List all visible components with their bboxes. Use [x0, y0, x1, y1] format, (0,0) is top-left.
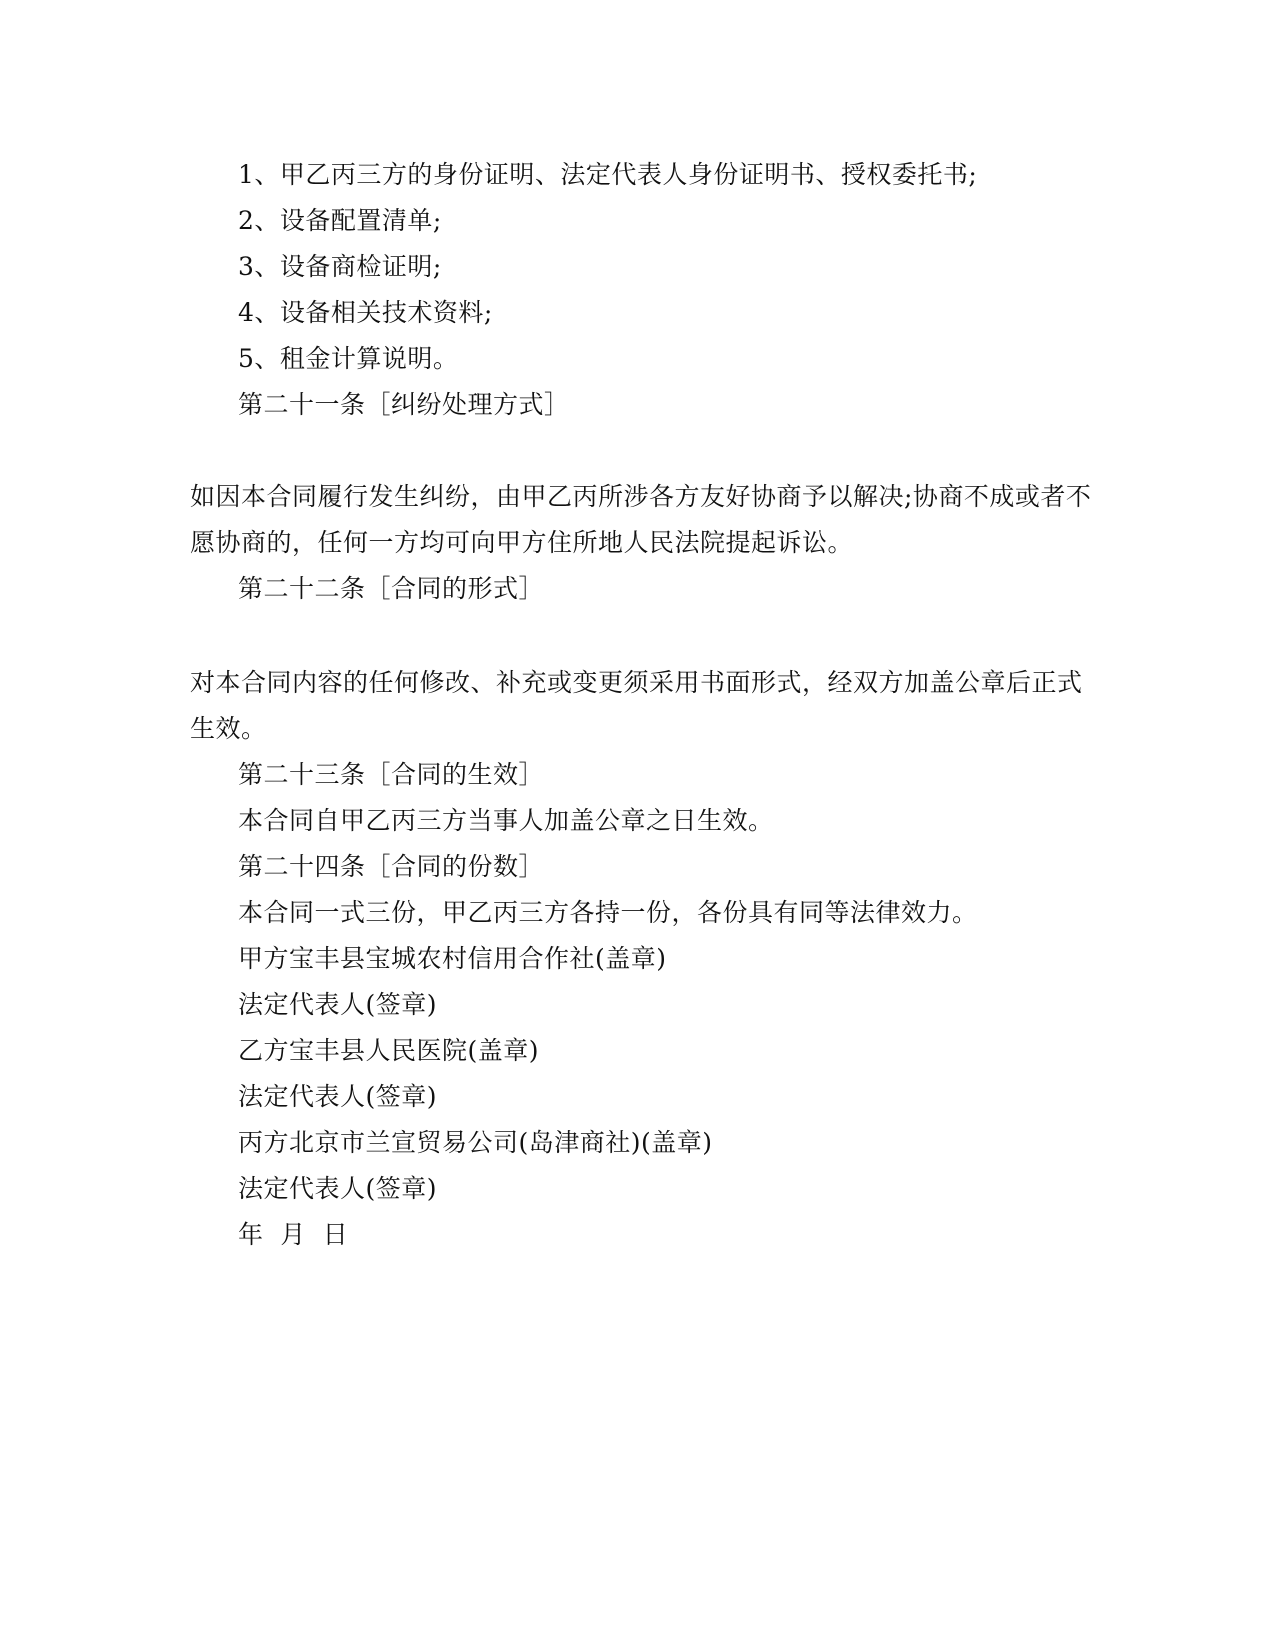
article-24-body: 本合同一式三份，甲乙丙三方各持一份，各份具有同等法律效力。 [238, 898, 978, 927]
article-23-body: 本合同自甲乙丙三方当事人加盖公章之日生效。 [238, 806, 774, 835]
attachment-item-4: 4、设备相关技术资料; [238, 298, 493, 327]
article-22-heading: 第二十二条［合同的形式］ [238, 574, 545, 603]
article-21-body-line-1: 如因本合同履行发生纠纷，由甲乙丙所涉各方友好协商予以解决;协商不成或者不 [190, 482, 1092, 511]
article-21-heading: 第二十一条［纠纷处理方式］ [238, 390, 570, 419]
signing-date: 年 月 日 [238, 1220, 349, 1249]
party-c-representative: 法定代表人(签章) [238, 1174, 438, 1203]
article-23-heading: 第二十三条［合同的生效］ [238, 760, 545, 789]
party-b-signature: 乙方宝丰县人民医院(盖章) [238, 1036, 540, 1065]
article-24-heading: 第二十四条［合同的份数］ [238, 852, 545, 881]
party-b-representative: 法定代表人(签章) [238, 1082, 438, 1111]
article-22-body-line-1: 对本合同内容的任何修改、补充或变更须采用书面形式，经双方加盖公章后正式 [190, 668, 1083, 697]
attachment-item-2: 2、设备配置清单; [238, 206, 442, 235]
party-c-signature: 丙方北京市兰宣贸易公司(岛津商社)(盖章) [238, 1128, 713, 1157]
party-a-signature: 甲方宝丰县宝城农村信用合作社(盖章) [238, 944, 667, 973]
article-22-body-line-2: 生效。 [190, 714, 267, 743]
party-a-representative: 法定代表人(签章) [238, 990, 438, 1019]
attachment-item-3: 3、设备商检证明; [238, 252, 442, 281]
attachment-item-5: 5、租金计算说明。 [238, 344, 459, 373]
attachment-item-1: 1、甲乙丙三方的身份证明、法定代表人身份证明书、授权委托书; [238, 160, 978, 189]
article-21-body-line-2: 愿协商的，任何一方均可向甲方住所地人民法院提起诉讼。 [190, 528, 854, 557]
